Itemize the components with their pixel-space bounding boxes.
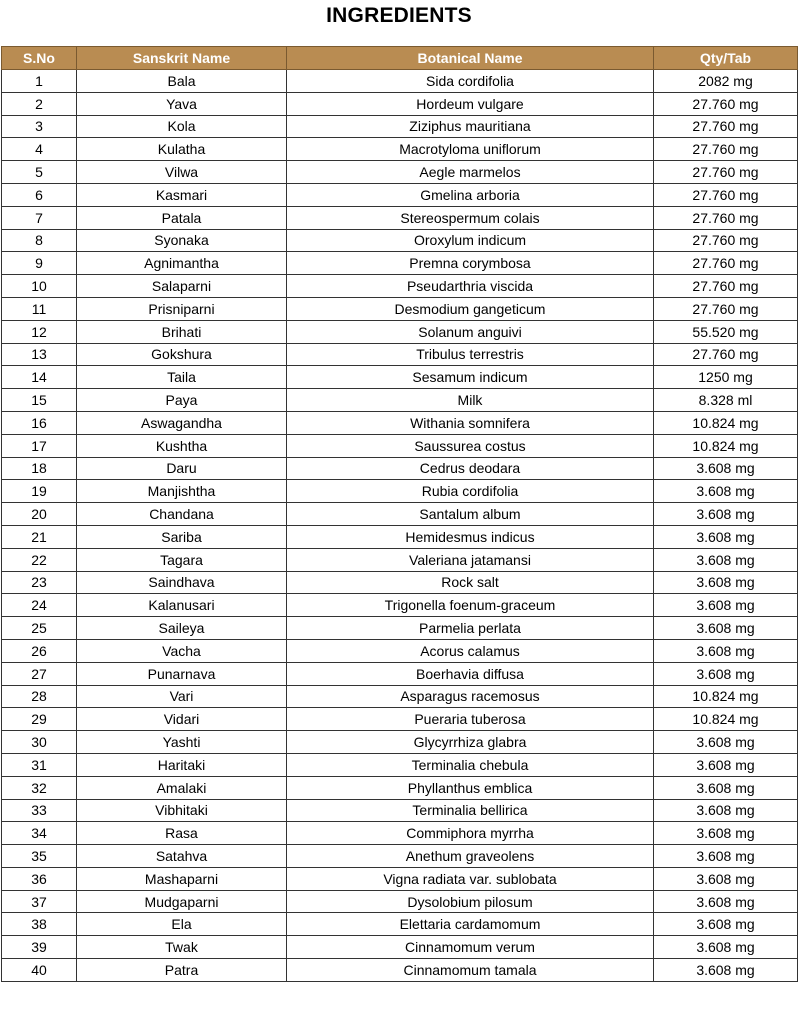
cell-sanskrit-name: Chandana	[77, 503, 287, 526]
table-row	[2, 70, 798, 93]
cell-sno: 12	[2, 320, 77, 343]
cell-botanical-name: Ziziphus mauritiana	[287, 115, 654, 138]
cell-botanical-name: Rubia cordifolia	[287, 480, 654, 503]
cell-sanskrit-name: Agnimantha	[77, 252, 287, 275]
table-row	[2, 434, 798, 457]
cell-botanical-name: Stereospermum colais	[287, 206, 654, 229]
cell-botanical-name: Phyllanthus emblica	[287, 776, 654, 799]
cell-botanical-name: Pueraria tuberosa	[287, 708, 654, 731]
cell-qty-per-tab: 3.608 mg	[654, 571, 798, 594]
cell-qty-per-tab: 3.608 mg	[654, 639, 798, 662]
cell-sno: 25	[2, 617, 77, 640]
table-header-row	[2, 47, 798, 70]
cell-botanical-name: Anethum graveolens	[287, 845, 654, 868]
cell-botanical-name: Saussurea costus	[287, 434, 654, 457]
cell-qty-per-tab: 3.608 mg	[654, 799, 798, 822]
table-row	[2, 115, 798, 138]
cell-qty-per-tab: 55.520 mg	[654, 320, 798, 343]
cell-sanskrit-name: Kola	[77, 115, 287, 138]
table-row	[2, 936, 798, 959]
cell-sanskrit-name: Taila	[77, 366, 287, 389]
cell-qty-per-tab: 3.608 mg	[654, 776, 798, 799]
cell-botanical-name: Elettaria cardamomum	[287, 913, 654, 936]
cell-qty-per-tab: 3.608 mg	[654, 617, 798, 640]
cell-botanical-name: Hordeum vulgare	[287, 92, 654, 115]
cell-qty-per-tab: 27.760 mg	[654, 183, 798, 206]
cell-qty-per-tab: 27.760 mg	[654, 252, 798, 275]
cell-qty-per-tab: 3.608 mg	[654, 845, 798, 868]
cell-qty-per-tab: 3.608 mg	[654, 662, 798, 685]
cell-botanical-name: Withania somnifera	[287, 411, 654, 434]
cell-sanskrit-name: Bala	[77, 70, 287, 93]
cell-qty-per-tab: 27.760 mg	[654, 229, 798, 252]
cell-sno: 5	[2, 161, 77, 184]
cell-sno: 9	[2, 252, 77, 275]
cell-sno: 17	[2, 434, 77, 457]
cell-qty-per-tab: 3.608 mg	[654, 548, 798, 571]
table-row	[2, 913, 798, 936]
cell-qty-per-tab: 27.760 mg	[654, 343, 798, 366]
table-row	[2, 753, 798, 776]
cell-botanical-name: Trigonella foenum-graceum	[287, 594, 654, 617]
cell-sno: 13	[2, 343, 77, 366]
cell-qty-per-tab: 27.760 mg	[654, 115, 798, 138]
cell-sanskrit-name: Mudgaparni	[77, 890, 287, 913]
cell-botanical-name: Valeriana jatamansi	[287, 548, 654, 571]
cell-sanskrit-name: Salaparni	[77, 275, 287, 298]
cell-sanskrit-name: Yashti	[77, 731, 287, 754]
cell-botanical-name: Cedrus deodara	[287, 457, 654, 480]
cell-botanical-name: Cinnamomum tamala	[287, 959, 654, 982]
cell-botanical-name: Acorus calamus	[287, 639, 654, 662]
cell-sno: 6	[2, 183, 77, 206]
cell-sno: 23	[2, 571, 77, 594]
cell-sanskrit-name: Aswagandha	[77, 411, 287, 434]
cell-sanskrit-name: Patala	[77, 206, 287, 229]
table-row	[2, 411, 798, 434]
cell-botanical-name: Santalum album	[287, 503, 654, 526]
cell-sno: 1	[2, 70, 77, 93]
cell-qty-per-tab: 27.760 mg	[654, 138, 798, 161]
cell-sanskrit-name: Manjishtha	[77, 480, 287, 503]
cell-sno: 34	[2, 822, 77, 845]
cell-sno: 37	[2, 890, 77, 913]
cell-botanical-name: Terminalia chebula	[287, 753, 654, 776]
cell-botanical-name: Aegle marmelos	[287, 161, 654, 184]
cell-sno: 29	[2, 708, 77, 731]
cell-botanical-name: Vigna radiata var. sublobata	[287, 867, 654, 890]
cell-sanskrit-name: Kulatha	[77, 138, 287, 161]
table-row	[2, 776, 798, 799]
cell-sno: 30	[2, 731, 77, 754]
cell-sanskrit-name: Yava	[77, 92, 287, 115]
table-row	[2, 890, 798, 913]
cell-qty-per-tab: 10.824 mg	[654, 708, 798, 731]
ingredients-table	[1, 46, 798, 982]
cell-qty-per-tab: 27.760 mg	[654, 275, 798, 298]
table-row	[2, 206, 798, 229]
table-row	[2, 389, 798, 412]
cell-sno: 21	[2, 525, 77, 548]
table-row	[2, 662, 798, 685]
cell-sno: 35	[2, 845, 77, 868]
cell-sanskrit-name: Gokshura	[77, 343, 287, 366]
cell-sno: 11	[2, 297, 77, 320]
cell-sanskrit-name: Vacha	[77, 639, 287, 662]
table-row	[2, 320, 798, 343]
cell-sno: 22	[2, 548, 77, 571]
cell-botanical-name: Premna corymbosa	[287, 252, 654, 275]
table-row	[2, 685, 798, 708]
cell-sanskrit-name: Vilwa	[77, 161, 287, 184]
cell-sno: 19	[2, 480, 77, 503]
cell-sno: 14	[2, 366, 77, 389]
cell-sanskrit-name: Vibhitaki	[77, 799, 287, 822]
table-row	[2, 639, 798, 662]
cell-sno: 39	[2, 936, 77, 959]
cell-qty-per-tab: 10.824 mg	[654, 434, 798, 457]
cell-sno: 28	[2, 685, 77, 708]
table-row	[2, 480, 798, 503]
cell-sno: 38	[2, 913, 77, 936]
cell-botanical-name: Dysolobium pilosum	[287, 890, 654, 913]
table-row	[2, 617, 798, 640]
cell-sno: 16	[2, 411, 77, 434]
cell-sno: 15	[2, 389, 77, 412]
cell-sanskrit-name: Vari	[77, 685, 287, 708]
cell-sanskrit-name: Patra	[77, 959, 287, 982]
table-row	[2, 959, 798, 982]
cell-sno: 4	[2, 138, 77, 161]
table-row	[2, 867, 798, 890]
cell-sanskrit-name: Mashaparni	[77, 867, 287, 890]
cell-sanskrit-name: Amalaki	[77, 776, 287, 799]
cell-botanical-name: Sida cordifolia	[287, 70, 654, 93]
cell-sno: 18	[2, 457, 77, 480]
cell-botanical-name: Tribulus terrestris	[287, 343, 654, 366]
cell-sanskrit-name: Vidari	[77, 708, 287, 731]
cell-botanical-name: Terminalia bellirica	[287, 799, 654, 822]
cell-qty-per-tab: 3.608 mg	[654, 822, 798, 845]
table-row	[2, 297, 798, 320]
cell-botanical-name: Solanum anguivi	[287, 320, 654, 343]
cell-botanical-name: Macrotyloma uniflorum	[287, 138, 654, 161]
cell-sno: 7	[2, 206, 77, 229]
cell-qty-per-tab: 3.608 mg	[654, 594, 798, 617]
cell-sanskrit-name: Prisniparni	[77, 297, 287, 320]
cell-qty-per-tab: 27.760 mg	[654, 92, 798, 115]
cell-botanical-name: Commiphora myrrha	[287, 822, 654, 845]
cell-sno: 3	[2, 115, 77, 138]
cell-sanskrit-name: Twak	[77, 936, 287, 959]
cell-sno: 40	[2, 959, 77, 982]
page-title: INGREDIENTS	[326, 4, 472, 27]
table-row	[2, 366, 798, 389]
cell-qty-per-tab: 10.824 mg	[654, 411, 798, 434]
table-row	[2, 548, 798, 571]
cell-sanskrit-name: Rasa	[77, 822, 287, 845]
cell-sanskrit-name: Brihati	[77, 320, 287, 343]
cell-botanical-name: Desmodium gangeticum	[287, 297, 654, 320]
cell-sno: 32	[2, 776, 77, 799]
cell-qty-per-tab: 3.608 mg	[654, 525, 798, 548]
cell-qty-per-tab: 8.328 ml	[654, 389, 798, 412]
table-row	[2, 503, 798, 526]
table-row	[2, 161, 798, 184]
cell-qty-per-tab: 3.608 mg	[654, 890, 798, 913]
table-row	[2, 594, 798, 617]
table-row	[2, 92, 798, 115]
cell-sno: 20	[2, 503, 77, 526]
cell-botanical-name: Cinnamomum verum	[287, 936, 654, 959]
cell-sanskrit-name: Ela	[77, 913, 287, 936]
cell-qty-per-tab: 1250 mg	[654, 366, 798, 389]
cell-sanskrit-name: Satahva	[77, 845, 287, 868]
table-row	[2, 822, 798, 845]
cell-botanical-name: Pseudarthria viscida	[287, 275, 654, 298]
table-row	[2, 252, 798, 275]
cell-qty-per-tab: 27.760 mg	[654, 206, 798, 229]
cell-botanical-name: Gmelina arboria	[287, 183, 654, 206]
cell-qty-per-tab: 3.608 mg	[654, 936, 798, 959]
cell-botanical-name: Milk	[287, 389, 654, 412]
cell-botanical-name: Glycyrrhiza glabra	[287, 731, 654, 754]
cell-sanskrit-name: Daru	[77, 457, 287, 480]
cell-qty-per-tab: 2082 mg	[654, 70, 798, 93]
cell-botanical-name: Boerhavia diffusa	[287, 662, 654, 685]
column-header-sanskrit-name: Sanskrit Name	[77, 47, 287, 70]
cell-qty-per-tab: 27.760 mg	[654, 161, 798, 184]
cell-qty-per-tab: 3.608 mg	[654, 503, 798, 526]
cell-sanskrit-name: Kasmari	[77, 183, 287, 206]
table-row	[2, 229, 798, 252]
table-row	[2, 138, 798, 161]
table-row	[2, 731, 798, 754]
cell-sno: 31	[2, 753, 77, 776]
cell-sno: 10	[2, 275, 77, 298]
table-row	[2, 799, 798, 822]
cell-qty-per-tab: 3.608 mg	[654, 480, 798, 503]
table-row	[2, 457, 798, 480]
cell-sno: 2	[2, 92, 77, 115]
cell-sno: 24	[2, 594, 77, 617]
cell-sanskrit-name: Saindhava	[77, 571, 287, 594]
cell-qty-per-tab: 3.608 mg	[654, 867, 798, 890]
table-body	[2, 70, 798, 982]
cell-sanskrit-name: Kalanusari	[77, 594, 287, 617]
cell-botanical-name: Rock salt	[287, 571, 654, 594]
cell-qty-per-tab: 3.608 mg	[654, 457, 798, 480]
cell-sanskrit-name: Tagara	[77, 548, 287, 571]
cell-botanical-name: Sesamum indicum	[287, 366, 654, 389]
cell-sanskrit-name: Haritaki	[77, 753, 287, 776]
cell-qty-per-tab: 3.608 mg	[654, 731, 798, 754]
cell-qty-per-tab: 3.608 mg	[654, 753, 798, 776]
cell-botanical-name: Hemidesmus indicus	[287, 525, 654, 548]
cell-sno: 26	[2, 639, 77, 662]
column-header-qty-per-tab: Qty/Tab	[654, 47, 798, 70]
cell-sanskrit-name: Punarnava	[77, 662, 287, 685]
table-row	[2, 183, 798, 206]
cell-sno: 8	[2, 229, 77, 252]
cell-qty-per-tab: 3.608 mg	[654, 913, 798, 936]
cell-botanical-name: Parmelia perlata	[287, 617, 654, 640]
cell-sanskrit-name: Kushtha	[77, 434, 287, 457]
column-header-sno: S.No	[2, 47, 77, 70]
table-row	[2, 525, 798, 548]
cell-qty-per-tab: 27.760 mg	[654, 297, 798, 320]
table-row	[2, 343, 798, 366]
table-row	[2, 571, 798, 594]
cell-sno: 33	[2, 799, 77, 822]
cell-sno: 36	[2, 867, 77, 890]
cell-qty-per-tab: 10.824 mg	[654, 685, 798, 708]
cell-sanskrit-name: Sariba	[77, 525, 287, 548]
table-row	[2, 708, 798, 731]
cell-sanskrit-name: Paya	[77, 389, 287, 412]
cell-botanical-name: Oroxylum indicum	[287, 229, 654, 252]
cell-botanical-name: Asparagus racemosus	[287, 685, 654, 708]
cell-sanskrit-name: Syonaka	[77, 229, 287, 252]
column-header-botanical-name: Botanical Name	[287, 47, 654, 70]
table-row	[2, 275, 798, 298]
cell-sanskrit-name: Saileya	[77, 617, 287, 640]
cell-qty-per-tab: 3.608 mg	[654, 959, 798, 982]
table-row	[2, 845, 798, 868]
cell-sno: 27	[2, 662, 77, 685]
